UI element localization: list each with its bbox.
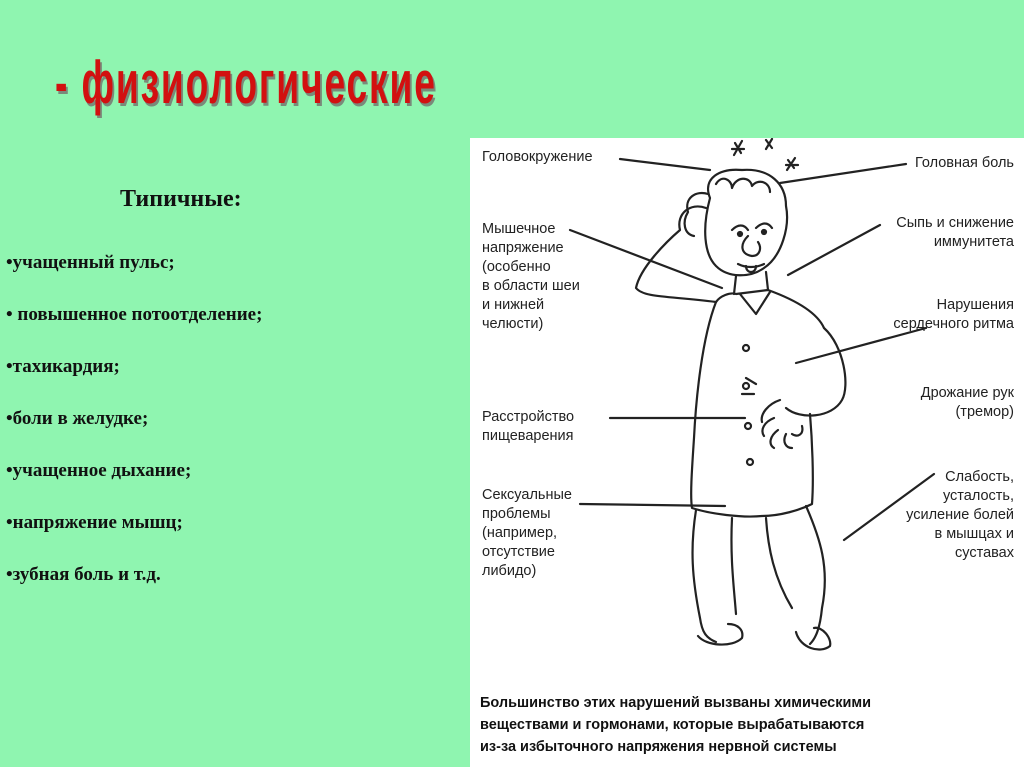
raised-arm	[636, 206, 716, 302]
label-rash-immunity: Сыпь и снижение иммунитета	[896, 215, 1014, 250]
list-item: •напряжение мышц;	[6, 512, 183, 533]
trembling-hand	[762, 400, 803, 448]
symptom-list	[6, 252, 262, 616]
list-item: •учащенный пульс;	[6, 252, 175, 273]
list-item: •боли в желудке;	[6, 408, 149, 429]
list-item: •тахикардия;	[6, 356, 120, 377]
label-heart-rhythm: Нарушения сердечного ритма	[893, 297, 1014, 332]
left-leg	[693, 510, 716, 642]
label-sexual-problems: Сексуальные проблемы (например, отсутствие либидо)	[482, 487, 572, 579]
stress-symptoms-diagram	[470, 138, 1024, 767]
diagram-caption: Большинство этих нарушений вызваны химическими веществами и гормонами, которые вырабатываются из-за избыточного напряжения нервной системы	[480, 695, 872, 755]
right-leg	[766, 518, 792, 608]
collar	[740, 292, 770, 314]
label-digestion: Расстройство пищеварения	[482, 409, 575, 444]
dizzy-star	[766, 139, 772, 149]
list-item: • повышенное потоотделение;	[6, 304, 263, 325]
shirt-body	[691, 302, 813, 517]
list-item: •учащенное дыхание;	[6, 460, 192, 481]
pointer-line	[620, 159, 710, 170]
dizzy-star	[786, 158, 798, 170]
list-item: •зубная боль и т.д.	[6, 564, 161, 585]
head	[705, 170, 787, 276]
pointer-line	[788, 225, 880, 275]
nose	[742, 236, 760, 256]
hair	[716, 179, 770, 192]
pointer-line	[780, 164, 906, 183]
slide-title: - физиологические	[55, 49, 437, 116]
pointer-line	[570, 230, 722, 288]
label-muscle-tension: Мышечное напряжение (особенно в области шеи и нижней челюсти)	[482, 221, 580, 332]
label-headache: Головная боль	[914, 155, 1014, 171]
pointer-line	[580, 504, 725, 506]
list-heading: Типичные:	[120, 186, 242, 212]
shirt-right	[716, 290, 845, 416]
label-weakness: Слабость, усталость, усиление болей в мышцах и суставах	[906, 469, 1014, 561]
label-dizziness: Головокружение	[482, 149, 593, 165]
label-tremor: Дрожание рук (тремор)	[920, 385, 1014, 420]
dizzy-star	[732, 141, 744, 155]
